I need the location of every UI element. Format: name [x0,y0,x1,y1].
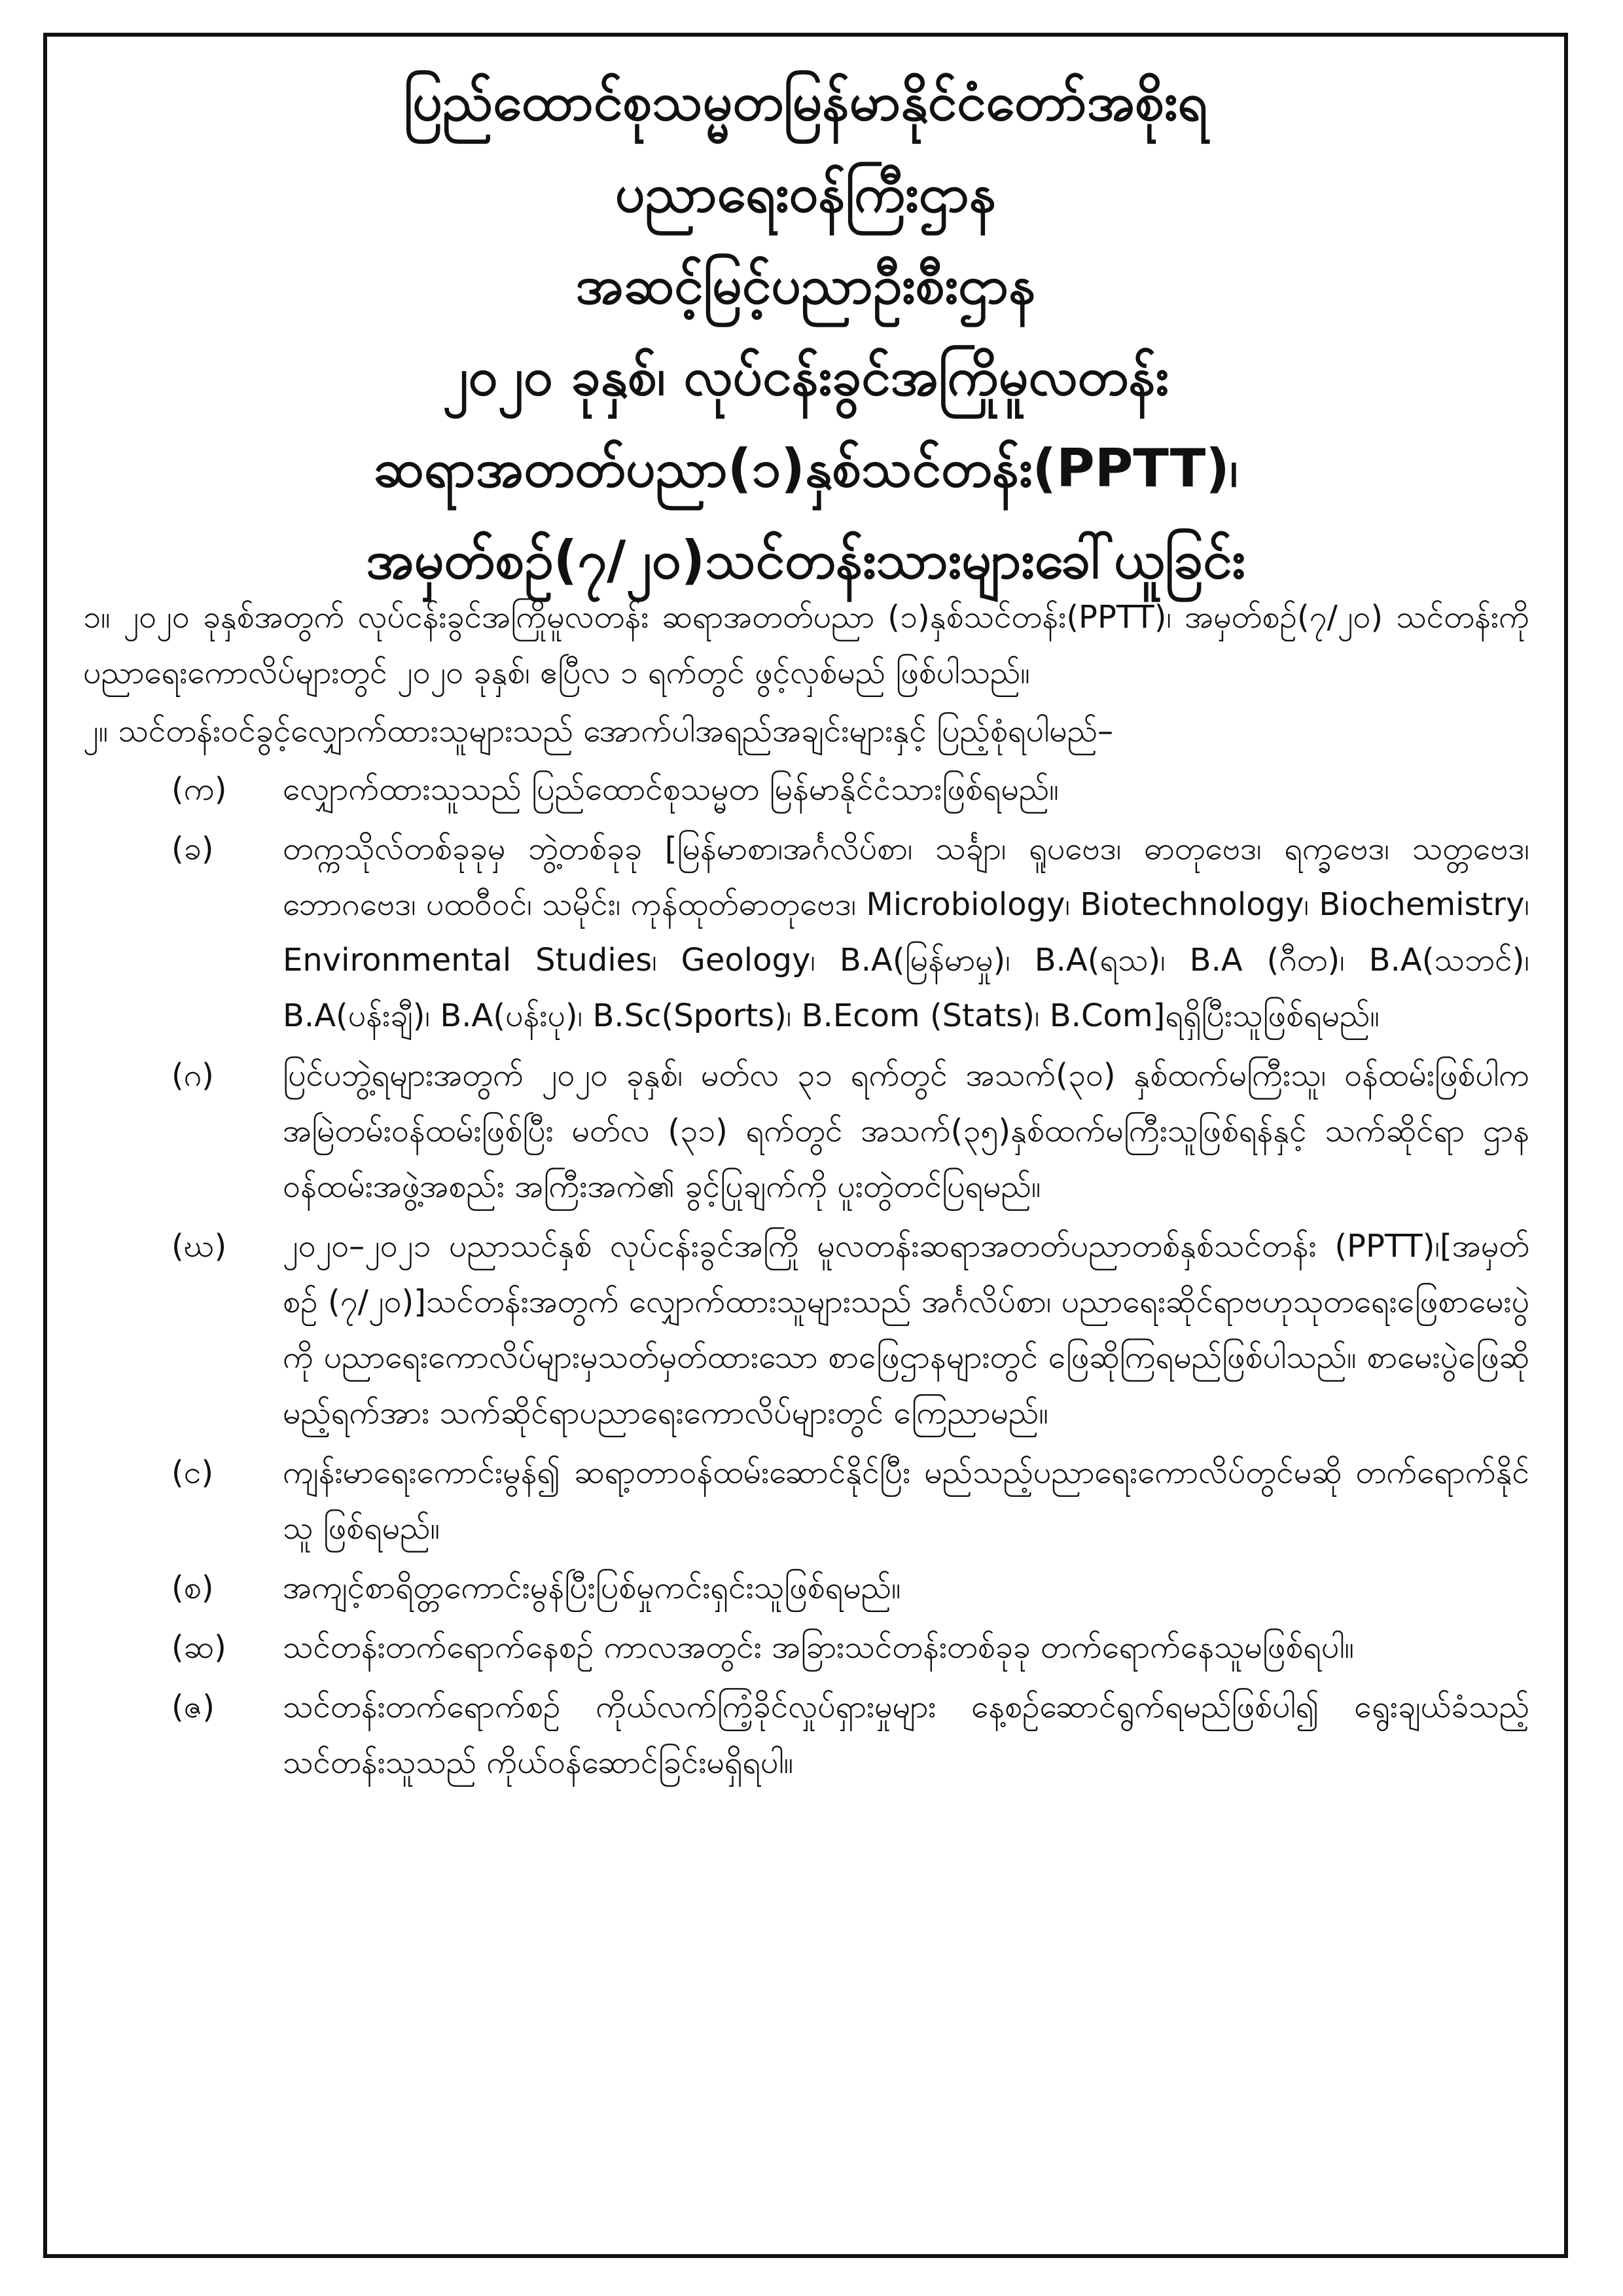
list-item-text: သင်တန်းတက်ရောက်စဉ် ကိုယ်လက်ကြံ့ခိုင်လှုပ်ရှားမှုများ နေ့စဉ်ဆောင်ရွက်ရမည်ဖြစ်ပါ၍ ရွေးချယ်ခံသည့် သင်တန်းသူသည် ကိုယ်ဝန်ဆောင်ခြင်းမရှိရပါ။ [283,1689,1529,1781]
list-item-label: (ဆ) [171,1629,226,1666]
list-item-text: လျှောက်ထားသူသည် ပြည်ထောင်စုသမ္မတ မြန်မာနိုင်ငံသားဖြစ်ရမည်။ [283,771,1059,808]
list-item-label: (ခ) [171,831,214,867]
list-item [83,762,1529,817]
document-frame [43,33,1568,2258]
list-item-text: တက္ကသိုလ်တစ်ခုခုမှ ဘွဲ့တစ်ခုခု [မြန်မာစာ၊အင်္ဂလိပ်စာ၊ သင်္ချာ၊ ရူပဗေဒ၊ ဓာတုဗေဒ၊ ရက္ခဗေဒ၊ သတ္တဗေဒ၊ ဘောဂဗေဒ၊ ပထဝီဝင်၊ သမိုင်း၊ ကုန်ထုတ်ဓာတုဗေဒ၊ Microbiology၊ Biotechnology၊ Biochemistry၊ Environmental Studies၊ Geology၊ B.A(မြန်မာမှု)၊ B.A(ရသ)၊ B.A (ဂီတ)၊ B.A(သဘင်)၊ B.A(ပန်းချီ)၊ B.A(ပန်းပု)၊ B.Sc(Sports)၊ B.Ecom (Stats)၊ B.Com]ရရှိပြီးသူဖြစ်ရမည်။ [283,831,1529,1034]
list-item [83,1048,1529,1215]
list-item [83,821,1529,1044]
list-item-text: အကျင့်စာရိတ္တကောင်းမွန်ပြီးပြစ်မှုကင်းရှင်းသူဖြစ်ရမည်။ [283,1570,901,1606]
list-item-label: (ဂ) [171,1057,214,1094]
title-line-4: ၂၀၂၀ ခုနှစ်၊ လုပ်ငန်းခွင်အကြိုမူလတန်း [442,346,1169,407]
paragraph-2: ၂။ သင်တန်းဝင်ခွင့်လျှောက်ထားသူများသည် အောက်ပါအရည်အချင်းများနှင့် ပြည့်စုံရပါမည်– [83,713,1113,749]
paragraph-1: ၁။ ၂၀၂၀ ခုနှစ်အတွက် လုပ်ငန်းခွင်အကြိုမူလတန်း ဆရာအတတ်ပညာ (၁)နှစ်သင်တန်း(PPTT)၊ အမှတ်စဉ်(၇/၂၀) သင်တန်းကို ပညာရေးကောလိပ်များတွင် ၂၀၂၀ ခုနှစ်၊ ဧပြီလ ၁ ရက်တွင် ဖွင့်လှစ်မည် ဖြစ်ပါသည်။ [83,599,1529,691]
list-item-label: (င) [171,1454,214,1491]
title-line-2: ပညာရေးဝန်ကြီးဌာန [615,163,997,224]
title-line-3: အဆင့်မြင့်ပညာဦးစီးဌာန [575,255,1036,315]
title-line-6: အမှတ်စဉ်(၇/၂၀)သင်တန်းသားများခေါ်ယူခြင်း [366,529,1245,590]
title-line-5: ဆရာအတတ်ပညာ(၁)နှစ်သင်တန်း(PPTT)၊ [373,438,1238,499]
list-item-text: ကျန်းမာရေးကောင်းမွန်၍ ဆရာ့တာဝန်ထမ်းဆောင်နိုင်ပြီး မည်သည့်ပညာရေးကောလိပ်တွင်မဆို တက်ရောက်နိုင်သူ ဖြစ်ရမည်။ [283,1454,1529,1547]
list-item [83,1445,1529,1556]
list-item [83,1219,1529,1441]
list-item-label: (စ) [171,1570,214,1606]
document-body [83,590,1529,1795]
list-item-label: (ဃ) [171,1228,227,1265]
list-item [83,1679,1529,1791]
title-block [47,56,1564,606]
list-item [83,1620,1529,1676]
list-item-text: သင်တန်းတက်ရောက်နေစဉ် ကာလအတွင်း အခြားသင်တန်းတစ်ခုခု တက်ရောက်နေသူမဖြစ်ရပါ။ [283,1629,1355,1666]
list-item-label: (ဇ) [171,1689,215,1725]
title-line-1: ပြည်ထောင်စုသမ္မတမြန်မာနိုင်ငံတော်အစိုးရ [403,71,1208,132]
list-item-text: ၂၀၂၀–၂၀၂၁ ပညာသင်နှစ် လုပ်ငန်းခွင်အကြို မူလတန်းဆရာအတတ်ပညာတစ်နှစ်သင်တန်း (PPTT)၊[အမှတ်စဉ် (၇/၂၀)]သင်တန်းအတွက် လျှောက်ထားသူများသည် အင်္ဂလိပ်စာ၊ ပညာရေးဆိုင်ရာဗဟုသုတရေးဖြေစာမေးပွဲကို ပညာရေးကောလိပ်များမှသတ်မှတ်ထားသော စာဖြေဌာနများတွင် ဖြေဆိုကြရမည်ဖြစ်ပါသည်။ စာမေးပွဲဖြေဆိုမည့်ရက်အား သက်ဆိုင်ရာပညာရေးကောလိပ်များတွင် ကြေညာမည်။ [283,1228,1529,1431]
list-item-label: (က) [171,771,227,808]
list-item [83,1560,1529,1616]
list-item-text: ပြင်ပဘွဲ့ရများအတွက် ၂၀၂၀ ခုနှစ်၊ မတ်လ ၃၁ ရက်တွင် အသက်(၃၀) နှစ်ထက်မကြီးသူ၊ ဝန်ထမ်းဖြစ်ပါက အမြဲတမ်းဝန်ထမ်းဖြစ်ပြီး မတ်လ (၃၁) ရက်တွင် အသက်(၃၅)နှစ်ထက်မကြီးသူဖြစ်ရန်နှင့် သက်ဆိုင်ရာ ဌာန ဝန်ထမ်းအဖွဲ့အစည်း အကြီးအကဲ၏ ခွင့်ပြုချက်ကို ပူးတွဲတင်ပြရမည်။ [283,1057,1529,1205]
